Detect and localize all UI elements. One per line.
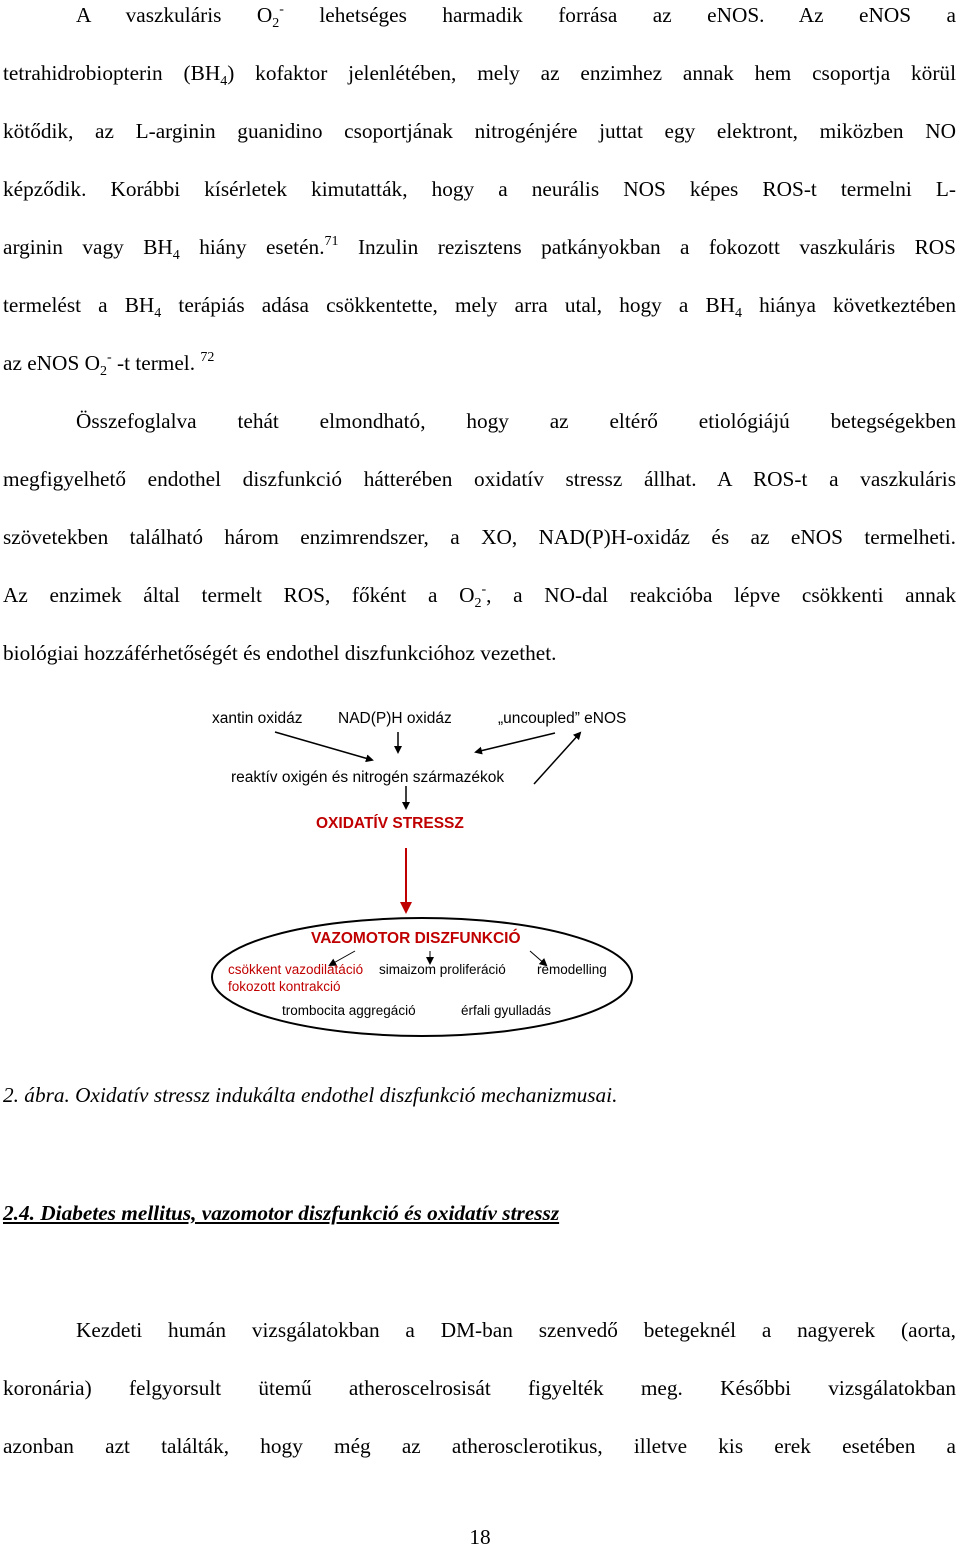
p1-line-3: kötődik, az L-arginin guanidino csoportjának nitrogénjére juttat egy elektront, miközben NO xyxy=(3,119,956,143)
section-heading: 2.4. Diabetes mellitus, vazomotor diszfunkció és oxidatív stressz xyxy=(3,1201,560,1225)
page-number: 18 xyxy=(469,1525,491,1549)
subscript: 2 xyxy=(474,596,482,611)
text: -t termel. xyxy=(111,351,201,375)
p2-line-2: megfigyelhető endothel diszfunkció hátterében oxidatív stressz állhat. A ROS-t a vaszkuláris xyxy=(3,467,956,491)
effect-remodelling: remodelling xyxy=(537,962,607,977)
text: hiánya következtében xyxy=(742,293,957,317)
p2-line-5: biológiai hozzáférhetőségét és endothel diszfunkcióhoz vezethet. xyxy=(3,641,557,665)
oxidative-stress-node: OXIDATÍV STRESSZ xyxy=(316,815,464,832)
source-uncoupled-enos: „uncoupled” eNOS xyxy=(498,710,627,727)
subscript: 2 xyxy=(100,364,107,379)
subscript: 4 xyxy=(154,306,162,321)
text: terápiás adása csökkentette, mely arra utal, hogy a BH xyxy=(161,293,736,317)
text: tetrahidrobiopterin (BH xyxy=(3,61,221,85)
arrow-enos-to-ros xyxy=(476,733,555,752)
p2-line-3: szövetekben található három enzimrendszer, a XO, NAD(P)H-oxidáz és az eNOS termelheti. xyxy=(3,525,956,549)
arrow-ros-to-enos xyxy=(534,733,580,784)
effect-proliferation: simaizom proliferáció xyxy=(379,962,506,977)
superscript: - xyxy=(107,350,112,365)
text: lehetséges harmadik forrása az eNOS. Az eNOS a xyxy=(283,3,956,27)
effect-contraction: fokozott kontrakció xyxy=(228,979,341,994)
superscript: - xyxy=(481,582,487,597)
subscript: 4 xyxy=(220,74,228,89)
text: ) kofaktor jelenlétében, mely az enzimhez annak hem csoportja körül xyxy=(227,61,956,85)
text: Az enzimek által termelt ROS, főként a O xyxy=(3,583,475,607)
p3-line-1: Kezdeti humán vizsgálatokban a DM-ban szenvedő betegeknél a nagyerek (aorta, xyxy=(76,1318,956,1342)
effect-inflammation: érfali gyulladás xyxy=(461,1003,552,1018)
reference-number: 72 xyxy=(200,350,215,365)
source-nadph-oxidase: NAD(P)H oxidáz xyxy=(338,710,452,727)
p1-line-4: képződik. Korábbi kísérletek kimutatták, hogy a neurális NOS képes ROS-t termelni L- xyxy=(3,177,956,201)
subscript: 2 xyxy=(272,16,280,31)
text: , a NO-dal reakcióba lépve csökkenti annak xyxy=(486,583,956,607)
text: az eNOS O xyxy=(3,351,100,375)
text: A vaszkuláris O xyxy=(76,3,273,27)
arrow-xo-to-ros xyxy=(275,732,372,760)
ros-node: reaktív oxigén és nitrogén származékok xyxy=(231,769,505,786)
source-xanthine-oxidase: xantin oxidáz xyxy=(212,710,303,727)
vasomotor-dysfunction-node: VAZOMOTOR DISZFUNKCIÓ xyxy=(311,930,521,947)
superscript: - xyxy=(279,2,284,17)
subscript: 4 xyxy=(735,306,743,321)
subscript: 4 xyxy=(172,248,180,263)
figure-caption: 2. ábra. Oxidatív stressz indukálta endothel diszfunkció mechanizmusai. xyxy=(3,1083,618,1107)
effect-aggregation: trombocita aggregáció xyxy=(282,1003,416,1018)
text: hiány esetén. xyxy=(179,235,325,259)
p2-line-1: Összefoglalva tehát elmondható, hogy az eltérő etiológiájú betegségekben xyxy=(76,409,956,433)
p3-line-3: azonban azt találták, hogy még az atherosclerotikus, illetve kis erek esetében a xyxy=(3,1434,956,1458)
text: termelést a BH xyxy=(3,293,155,317)
text: Inzulin rezisztens patkányokban a fokozott vaszkuláris ROS xyxy=(338,235,956,259)
effect-vasodilation: csökkent vazodilatáció xyxy=(228,962,364,977)
text: arginin vagy BH xyxy=(3,235,173,259)
reference-number: 71 xyxy=(324,234,339,249)
p3-line-2: koronária) felgyorsult ütemű atheroscelrosisát figyelték meg. Későbbi vizsgálatokban xyxy=(3,1376,956,1400)
